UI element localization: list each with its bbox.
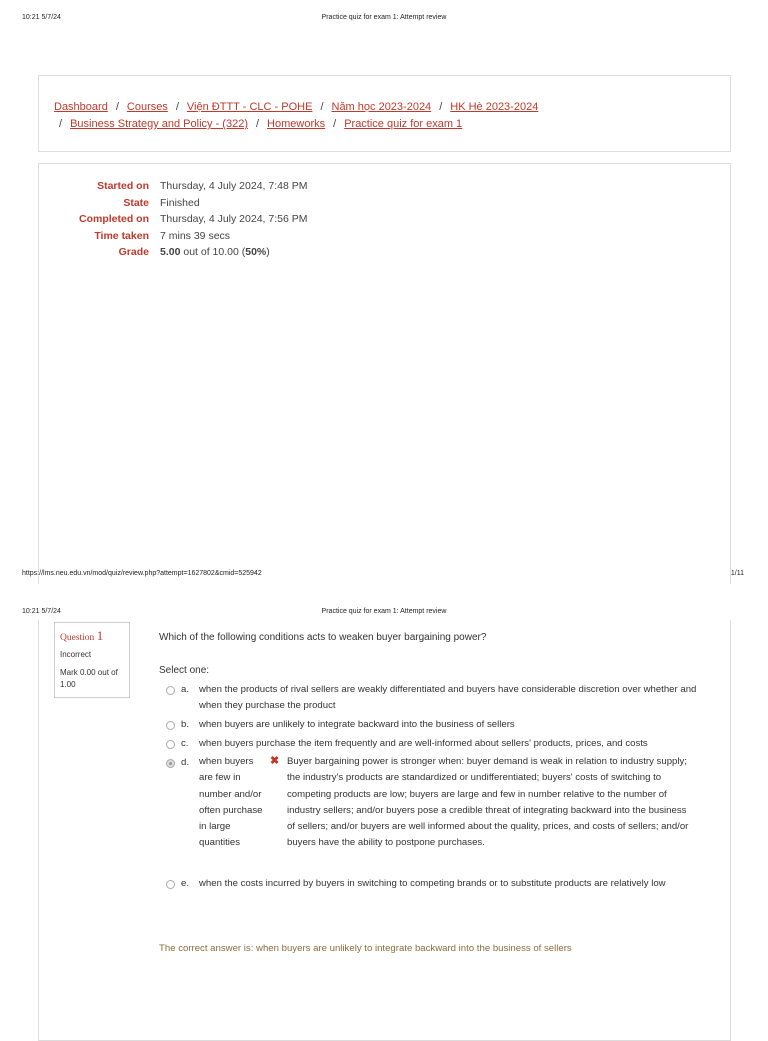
option-letter-d: d. xyxy=(181,757,190,768)
breadcrumb-quiz[interactable]: Practice quiz for exam 1 xyxy=(344,118,463,130)
question-number xyxy=(60,628,103,644)
summary-row-state xyxy=(39,197,312,214)
option-feedback: Buyer bargaining power is stronger when: buyer demand is weak in relation to industry supply; the industry's products are standardized or undifferentiated; buyers' costs of switching to competing products are low; buyers are large and few in number relative to the number of industry sellers; and/or buyers pose a credible threat of integrating backward into the business of sellers; and/or buyers are well informed about the quality, prices, and costs of sellers; and/or buyers have the ability to postpone purchases. xyxy=(287,756,689,849)
grade-close: ) xyxy=(266,246,270,258)
summary-row-started xyxy=(39,180,312,197)
option-text-d: when buyers are few in number and/or often purchase in large quantities xyxy=(199,756,263,849)
radio-option-e[interactable] xyxy=(166,880,175,889)
breadcrumb-separator: / xyxy=(439,101,443,113)
question-info xyxy=(54,622,130,698)
option-letter-a: a. xyxy=(181,684,190,695)
question-mark: Mark 0.00 out of 1.00 xyxy=(60,668,118,689)
correct-answer-feedback: The correct answer is: when buyers are unlikely to integrate backward into the business of sellers xyxy=(159,943,572,954)
breadcrumb-separator: / xyxy=(115,101,119,113)
print-footer xyxy=(0,570,768,580)
breadcrumb-separator: / xyxy=(333,118,337,130)
question-number-value: 1 xyxy=(96,628,104,643)
radio-option-d[interactable] xyxy=(166,759,175,768)
started-label: Started on xyxy=(97,180,149,192)
option-text-a: when the products of rival sellers are weakly differentiated and buyers have considerable discretion over whether and when they purchase the product xyxy=(199,684,697,711)
started-value: Thursday, 4 July 2024, 7:48 PM xyxy=(160,180,308,192)
option-text-b: when buyers are unlikely to integrate backward into the business of sellers xyxy=(199,719,515,730)
attempt-summary-table xyxy=(39,180,312,263)
option-letter-e: e. xyxy=(181,878,190,889)
state-label: State xyxy=(123,196,149,209)
attempt-summary-panel xyxy=(38,163,731,584)
radio-option-c[interactable] xyxy=(166,740,175,749)
breadcrumb-separator: / xyxy=(175,101,179,113)
breadcrumb-panel xyxy=(38,75,731,152)
breadcrumb-term[interactable]: HK Hè 2023-2024 xyxy=(450,101,539,113)
grade-label: Grade xyxy=(118,246,149,258)
grade-score: 5.00 xyxy=(160,246,181,258)
summary-row-time xyxy=(39,230,312,247)
print-header xyxy=(0,14,768,28)
option-text-c: when buyers purchase the item frequently and are well-informed about sellers' products, prices, and costs xyxy=(199,738,648,749)
option-letter-c: c. xyxy=(181,738,189,749)
option-letter-b: b. xyxy=(181,719,190,730)
print-timestamp: 10:21 5/7/24 xyxy=(22,14,61,21)
state-value: Finished xyxy=(160,196,200,209)
question-label: Question xyxy=(60,633,95,643)
grade-out-of: out of 10.00 ( xyxy=(180,246,246,258)
option-text-e: when the costs incurred by buyers in switching to competing brands or to substitute products are relatively low xyxy=(199,878,666,889)
summary-row-grade xyxy=(39,246,312,263)
breadcrumb-course[interactable]: Business Strategy and Policy - (322) xyxy=(70,118,248,130)
breadcrumb-academic-year[interactable]: Năm học 2023-2024 xyxy=(331,101,432,113)
grade-value xyxy=(155,246,312,263)
summary-row-completed xyxy=(39,213,312,230)
print-url: https://lms.neu.edu.vn/mod/quiz/review.php?attempt=1627802&cmid=525942 xyxy=(22,570,262,577)
breadcrumb-separator: / xyxy=(320,101,324,113)
breadcrumb xyxy=(54,99,714,133)
breadcrumb-separator: / xyxy=(59,118,63,130)
breadcrumb-institute[interactable]: Viện ĐTTT - CLC - POHE xyxy=(186,101,313,113)
print-timestamp: 10:21 5/7/24 xyxy=(22,608,61,615)
breadcrumb-dashboard[interactable]: Dashboard xyxy=(54,101,108,113)
breadcrumb-homeworks[interactable]: Homeworks xyxy=(267,118,326,130)
time-taken-value: 7 mins 39 secs xyxy=(160,229,231,242)
radio-option-a[interactable] xyxy=(166,686,175,695)
completed-label: Completed on xyxy=(79,213,149,225)
select-one-prompt: Select one: xyxy=(159,665,210,676)
incorrect-icon: ✖ xyxy=(270,755,280,767)
grade-percent: 50% xyxy=(245,246,267,258)
print-page-number: 1/11 xyxy=(730,570,744,577)
print-title: Practice quiz for exam 1: Attempt review xyxy=(321,14,447,21)
breadcrumb-separator: / xyxy=(255,118,260,130)
time-taken-label: Time taken xyxy=(94,229,149,242)
question-state: Incorrect xyxy=(60,650,92,659)
completed-value: Thursday, 4 July 2024, 7:56 PM xyxy=(160,213,308,225)
breadcrumb-courses[interactable]: Courses xyxy=(126,101,168,113)
print-title: Practice quiz for exam 1: Attempt review xyxy=(321,608,447,615)
question-text: Which of the following conditions acts to weaken buyer bargaining power? xyxy=(159,632,487,643)
radio-option-b[interactable] xyxy=(166,721,175,730)
